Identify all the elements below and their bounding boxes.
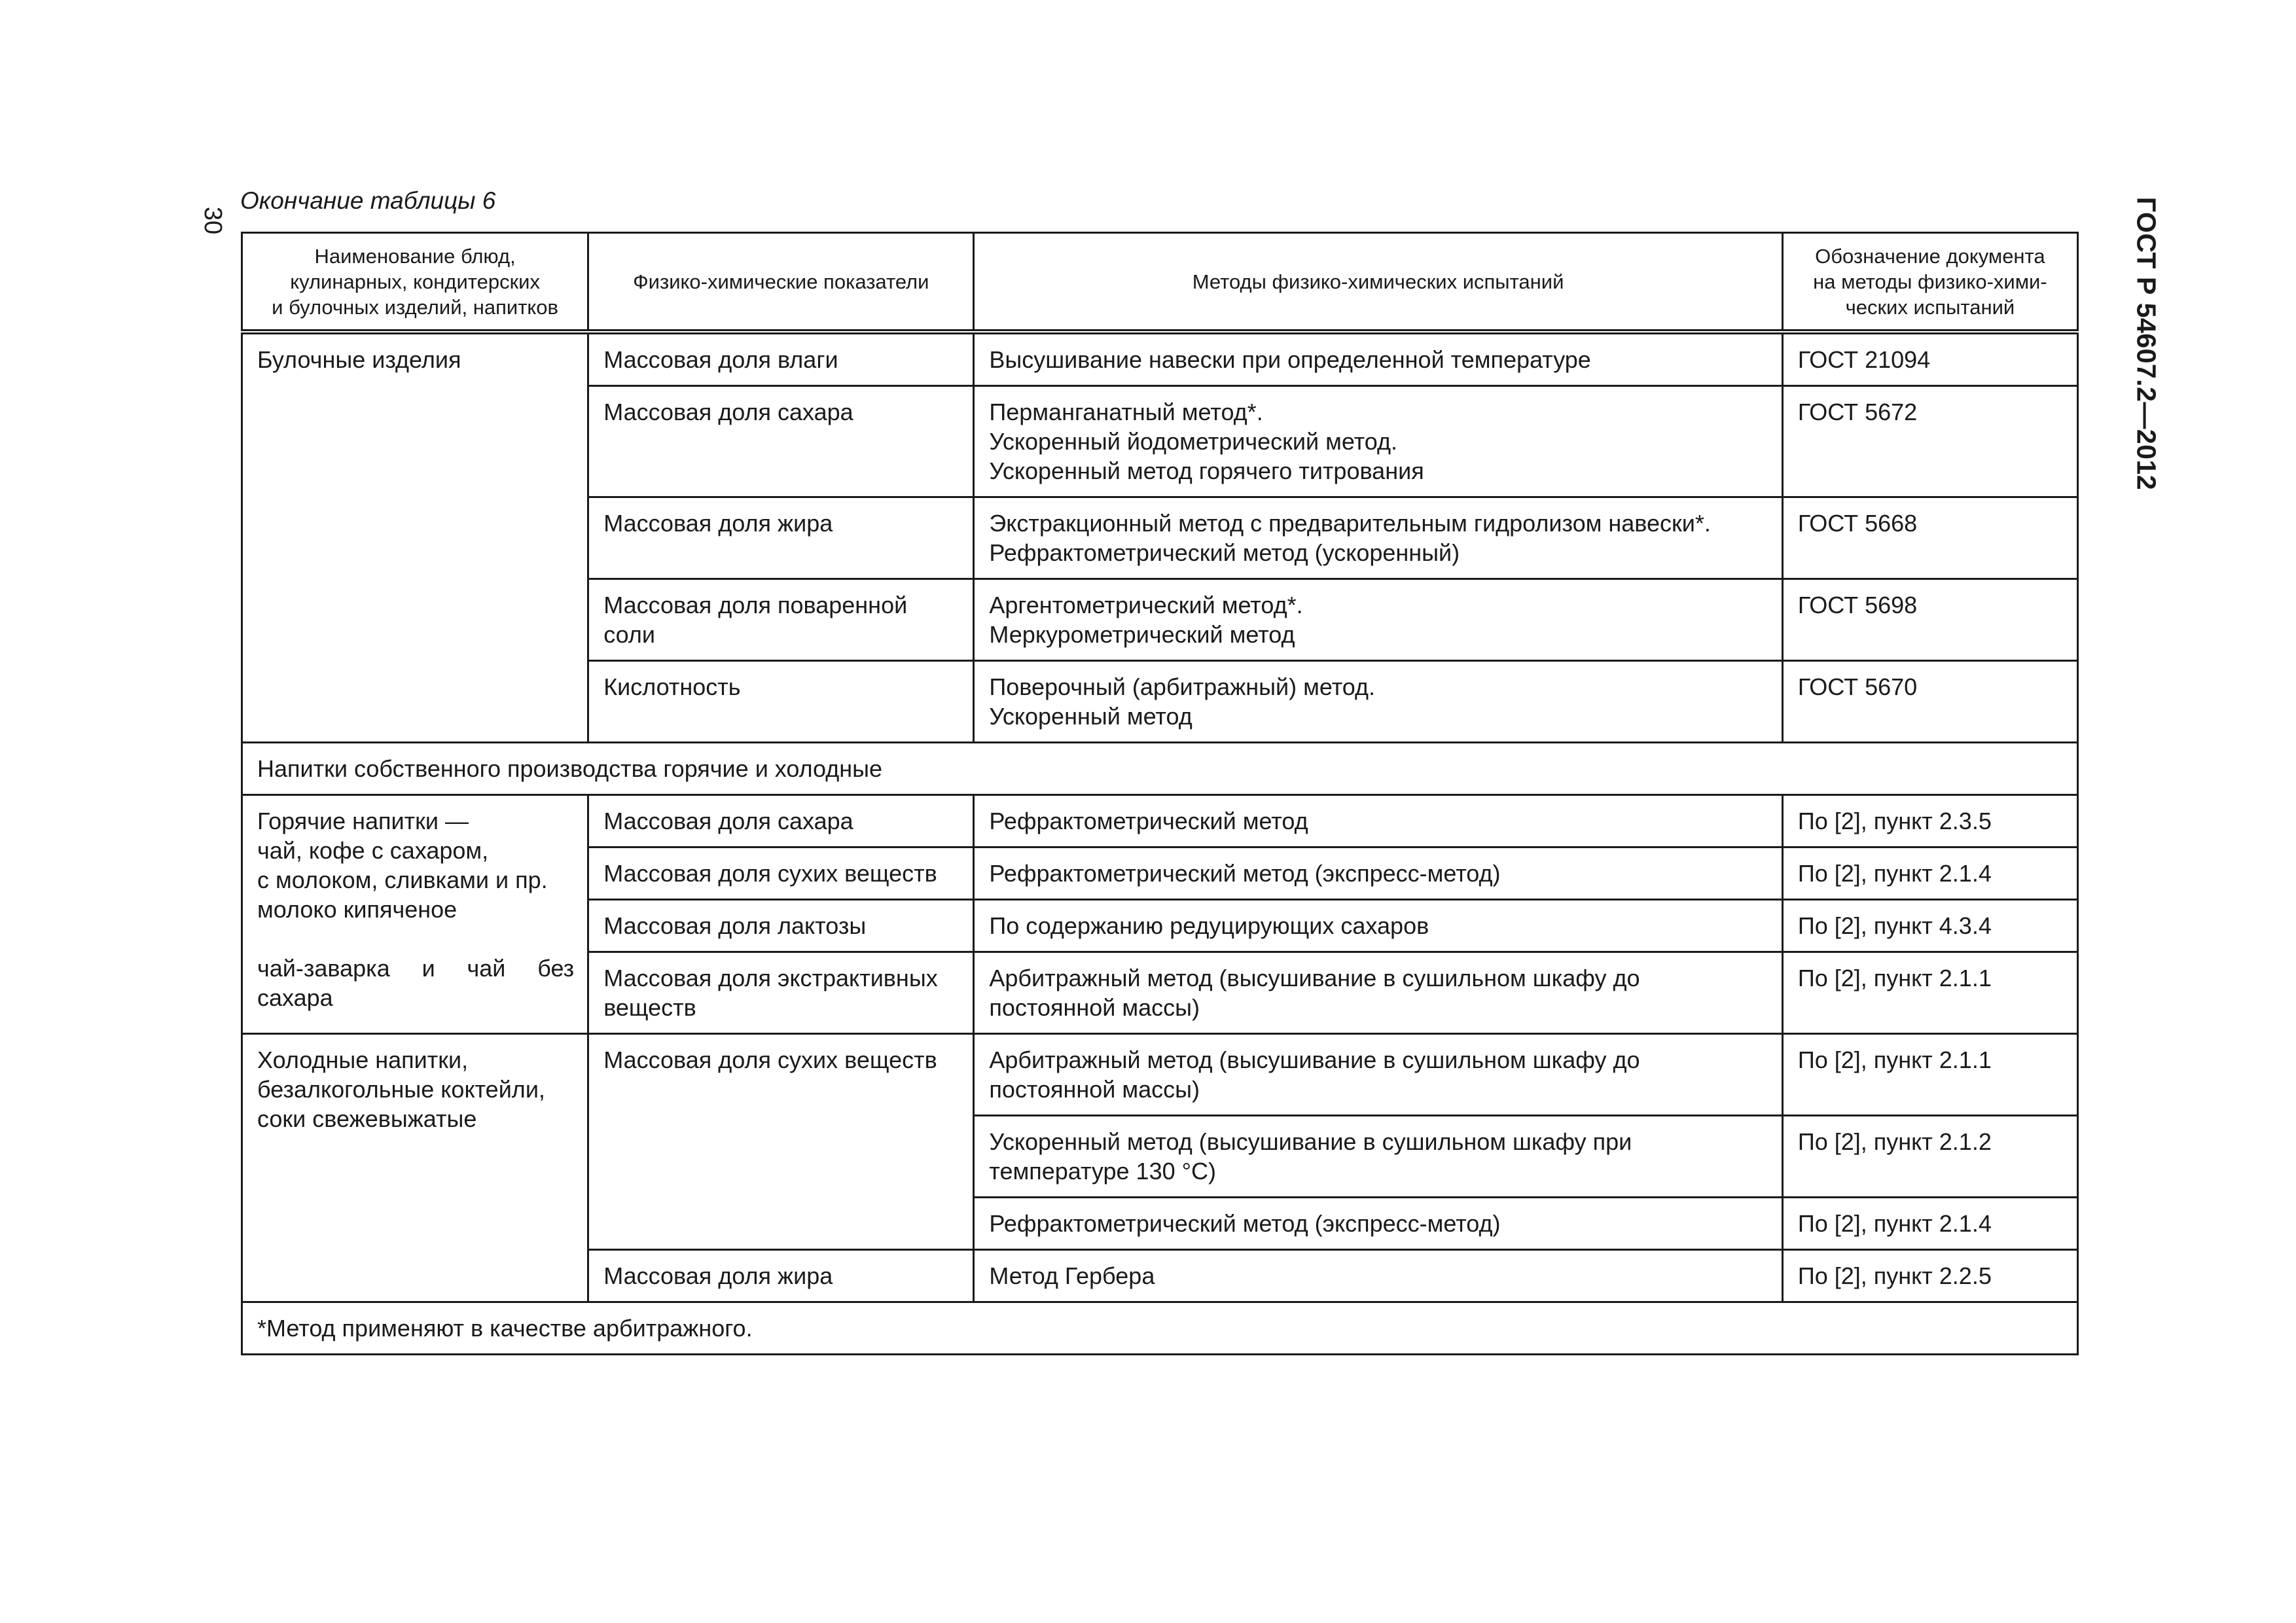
indicator-cell: Массовая доля сахара [588, 386, 974, 497]
method-line: Ускоренный метод горячего титрования [989, 457, 1424, 484]
product-line: с молоком, сливками и пр. [257, 866, 548, 893]
indicator-cell: Кислотность [588, 661, 974, 743]
method-cell: По содержанию редуцирующих сахаров [974, 900, 1782, 952]
document-cell: ГОСТ 5698 [1782, 579, 2077, 661]
document-cell: ГОСТ 5670 [1782, 661, 2077, 743]
indicator-cell: Массовая доля сухих веществ [588, 847, 974, 900]
method-line: Рефрактометрический метод (ускоренный) [989, 539, 1460, 566]
indicator-cell: Массовая доля сухих веществ [588, 1034, 974, 1250]
product-bakery: Булочные изделия [242, 332, 588, 743]
header-document-line-1: Обозначение документа [1815, 244, 2045, 268]
document-cell: ГОСТ 5672 [1782, 386, 2077, 497]
document-cell: По [2], пункт 2.3.5 [1782, 795, 2077, 847]
document-code-text: ГОСТ Р 54607.2—2012 [2131, 196, 2162, 491]
method-cell: Арбитражный метод (высушивание в сушильном шкафу до постоянной массы) [974, 952, 1782, 1034]
product-line: чай, кофе с сахаром, [257, 837, 489, 864]
footnote-row [242, 1302, 2078, 1355]
indicator-cell: Массовая доля жира [588, 1250, 974, 1302]
method-cell: Арбитражный метод (высушивание в сушильном шкафу до постоянной массы) [974, 1034, 1782, 1116]
header-product-name [242, 233, 588, 332]
indicator-cell: Массовая доля влаги [588, 332, 974, 386]
method-line: Меркурометрический метод [989, 621, 1295, 648]
method-line: Аргентометрический метод*. [989, 592, 1303, 618]
header-product-line-2: кулинарных, кондитерских [290, 270, 540, 293]
document-cell: По [2], пункт 2.2.5 [1782, 1250, 2077, 1302]
product-line-tea: чай-заварка и чай без сахара [257, 955, 575, 1011]
table-row [242, 1034, 2078, 1116]
document-code [2126, 193, 2166, 494]
method-cell [974, 332, 1782, 386]
table-caption: Окончание таблицы 6 [240, 187, 496, 214]
header-product-line-1: Наименование блюд, [314, 244, 516, 268]
indicator-cell: Массовая доля сахара [588, 795, 974, 847]
method-cell: Метод Гербера [974, 1250, 1782, 1302]
method-line: Высушивание навески при определенной температуре [989, 346, 1591, 373]
table-row [242, 332, 2078, 386]
indicator-cell: Массовая доля экстрактивных веществ [588, 952, 974, 1034]
method-cell [974, 386, 1782, 497]
header-document-line-2: на методы физико-хими- [1813, 270, 2047, 293]
document-cell: По [2], пункт 2.1.1 [1782, 1034, 2077, 1116]
method-cell [974, 579, 1782, 661]
indicator-cell: Массовая доля жира [588, 497, 974, 579]
document-cell: По [2], пункт 2.1.1 [1782, 952, 2077, 1034]
spacer [257, 924, 574, 954]
header-product-line-3: и булочных изделий, напитков [272, 295, 559, 319]
header-document [1782, 233, 2077, 332]
document-cell: ГОСТ 5668 [1782, 497, 2077, 579]
product-line: Горячие напитки — [257, 808, 469, 834]
product-hot-drinks [242, 795, 588, 1034]
method-line: Ускоренный йодометрический метод. [989, 428, 1398, 455]
document-cell: По [2], пункт 4.3.4 [1782, 900, 2077, 952]
method-line: Ускоренный метод [989, 703, 1193, 730]
header-indicators: Физико-химические показатели [588, 233, 974, 332]
method-cell [974, 661, 1782, 743]
header-methods: Методы физико-химических испытаний [974, 233, 1782, 332]
method-line: Поверочный (арбитражный) метод. [989, 673, 1376, 700]
method-cell: Рефрактометрический метод [974, 795, 1782, 847]
method-cell: Рефрактометрический метод (экспресс-метод) [974, 847, 1782, 900]
method-cell [974, 497, 1782, 579]
method-cell: Ускоренный метод (высушивание в сушильном шкафу при температуре 130 °С) [974, 1116, 1782, 1198]
document-cell: По [2], пункт 2.1.4 [1782, 1198, 2077, 1250]
methods-table [241, 232, 2079, 1355]
method-line: Экстракционный метод с предварительным гидролизом навески*. [989, 510, 1711, 537]
document-cell: По [2], пункт 2.1.2 [1782, 1116, 2077, 1198]
footnote: *Метод применяют в качестве арбитражного. [242, 1302, 2078, 1355]
table-row [242, 795, 2078, 847]
method-cell: Рефрактометрический метод (экспресс-метод) [974, 1198, 1782, 1250]
method-line: Перманганатный метод*. [989, 399, 1263, 425]
section-header-row [242, 743, 2078, 795]
table-header-row [242, 233, 2078, 332]
document-cell: По [2], пункт 2.1.4 [1782, 847, 2077, 900]
document-cell: ГОСТ 21094 [1782, 332, 2077, 386]
header-document-line-3: ческих испытаний [1845, 295, 2015, 319]
indicator-cell: Массовая доля поваренной соли [588, 579, 974, 661]
indicator-cell: Массовая доля лактозы [588, 900, 974, 952]
product-line: молоко кипяченое [257, 896, 457, 923]
product-cold-drinks: Холодные напитки, безалкогольные коктейли, соки свежевыжатые [242, 1034, 588, 1302]
page-number: 30 [199, 206, 227, 235]
section-title: Напитки собственного производства горячие и холодные [242, 743, 2078, 795]
